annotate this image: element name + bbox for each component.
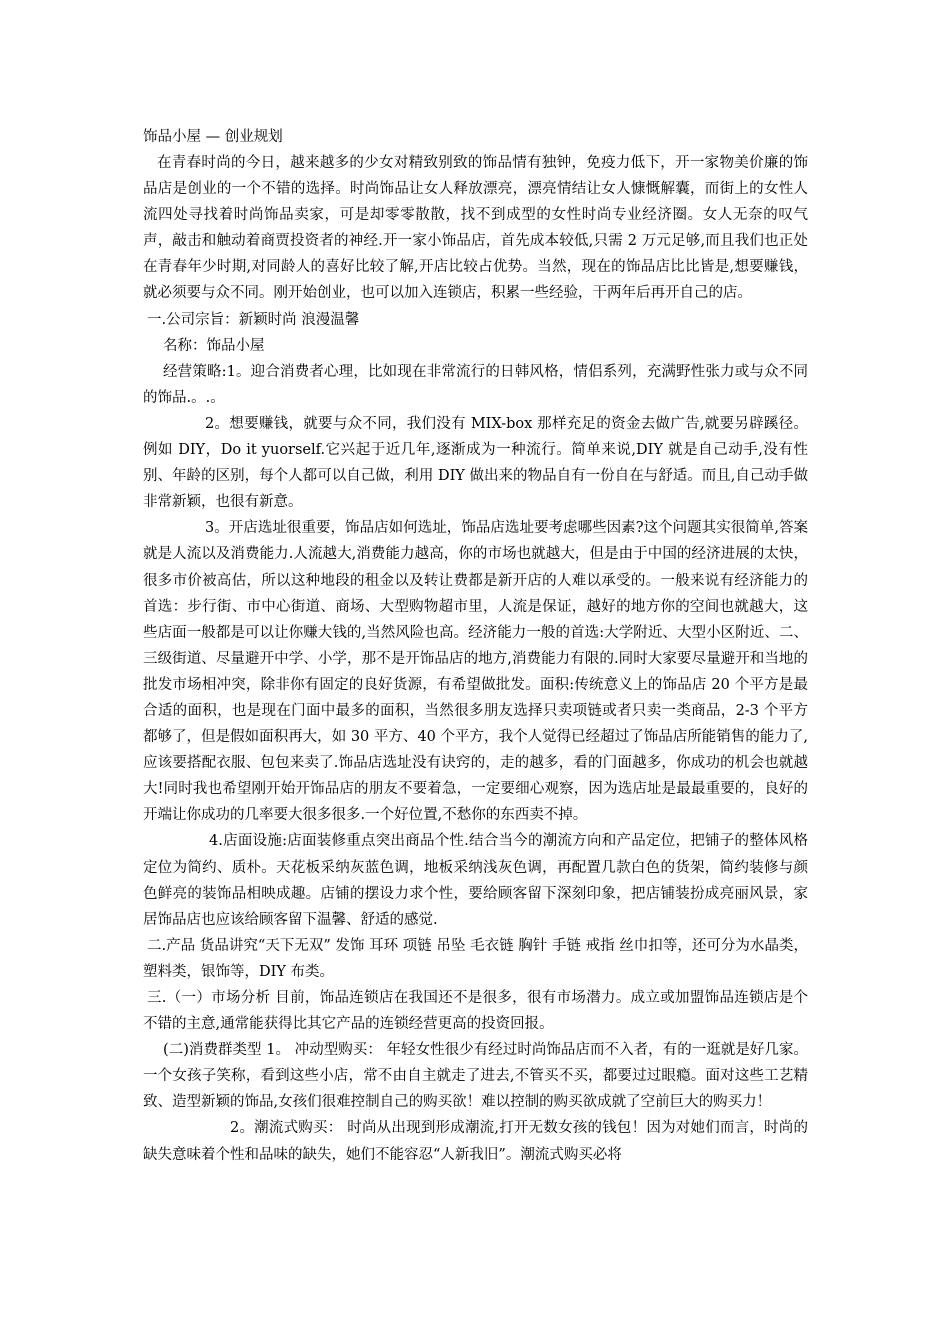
strategy-2-paragraph: 2。想要赚钱，就要与众不同，我们没有 MIX-box 那样充足的资金去做广告,就要另辟蹊径。例如 DIY，Do it yuorself.它兴起于近几年,逐渐成为一种流行。简单来说,DIY 就是自己动手,没有性别、年龄的区别，每个人都可以自己做，利用 DIY 做出来的物品自有一份自在与舒适。而且,自己动手做非常新颖，也很有新意。: [143, 415, 808, 511]
consumer-types-paragraph: (二)消费群类型 1。 冲动型购买： 年轻女性很少有经过时尚饰品店而不入者，有的一逛就是好几家。一个女孩子笑称，看到这些小店，常不由自主就走了进去,不管买不买，都要过过眼瘾。面对这些工艺精致、造型新颖的饰品,女孩们很难控制自己的购买欲！难以控制的购买欲成就了空前巨大的购买力！: [143, 1042, 808, 1111]
company-purpose-heading: 一.公司宗旨：新颖时尚 浪漫温馨: [147, 311, 360, 328]
strategy-4-facilities-paragraph: 4.店面设施:店面装修重点突出商品个性.结合当今的潮流方向和产品定位，把铺子的整体风格定位为简约、质朴。天花板采纳灰蓝色调，地板采纳浅灰色调，再配置几款白色的货架，简约装修与颜色鲜亮的装饰品相映成趣。店铺的摆设力求个性，要给顾客留下深刻印象，把店铺装扮成亮丽风景，家居饰品店也应该给顾客留下温馨、舒适的感觉.: [143, 833, 808, 928]
trend-purchase-paragraph: 2。潮流式购买： 时尚从出现到形成潮流,打开无数女孩的钱包！因为对她们而言，时尚的缺失意味着个性和品味的缺失，她们不能容忍“人新我旧”。潮流式购买必将: [143, 1120, 808, 1163]
strategy-1-paragraph: 经营策略:1。迎合消费者心理，比如现在非常流行的日韩风格，情侣系列，充满野性张力或与众不同的饰品.。.。: [143, 363, 808, 406]
products-paragraph: 二.产品 货品讲究“天下无双” 发饰 耳环 项链 吊坠 毛衣链 胸针 手链 戒指 丝巾扣等，还可分为水晶类，塑料类，银饰等，DIY 布类。: [143, 937, 808, 980]
document-title: 饰品小屋 — 创业规划: [143, 129, 283, 145]
market-analysis-paragraph: 三.（一）市场分析 目前，饰品连锁店在我国还不是很多，很有市场潜力。成立或加盟饰品连锁店是个不错的主意,通常能获得比其它产品的连锁经营更高的投资回报。: [143, 990, 808, 1033]
intro-paragraph: 在青春时尚的今日，越来越多的少女对精致别致的饰品情有独钟，免疫力低下，开一家物美价廉的饰品店是创业的一个不错的选择。时尚饰品让女人释放漂亮，漂亮情结让女人慷慨解囊，而街上的女性人流四处寻找着时尚饰品卖家，可是却零零散散，找不到成型的女性时尚专业经济圈。女人无奈的叹气声，敲击和触动着商贾投资者的神经.开一家小饰品店，首先成本较低,只需 2 万元足够,而且我们也正处在青春年少时期,对同龄人的喜好比较了解,开店比较占优势。当然，现在的饰品店比比皆是,想要赚钱，就必须要与众不同。刚开始创业，也可以加入连锁店，积累一些经验，干两年后再开自己的店。: [143, 155, 808, 302]
document-body: [143, 124, 808, 1168]
strategy-3-location-paragraph: 3。开店选址很重要，饰品店如何选址，饰品店选址要考虑哪些因素?这个问题其实很简单,答案就是人流以及消费能力.人流越大,消费能力越高，你的市场也就越大，但是由于中国的经济进展的太快，很多市价被高估，所以这种地段的租金以及转让费都是新开店的人难以承受的。一般来说有经济能力的首选：步行街、市中心街道、商场、大型购物超市里，人流是保证，越好的地方你的空间也就越大，这些店面一般都是可以让你赚大钱的,当然风险也高。经济能力一般的首选:大学附近、大型小区附近、二、三级街道、尽量避开中学、小学，那不是开饰品店的地方,消费能力有限的.同时大家要尽量避开和当地的批发市场相冲突，除非你有固定的良好货源，有希望做批发。面积:传统意义上的饰品店 20 个平方是最合适的面积，也是现在门面中最多的面积，当然很多朋友选择只卖项链或者只卖一类商品，2-3 个平方都够了，但是假如面积再大，如 30 平方、40 个平方，我个人觉得已经超过了饰品店所能销售的能力了,应该要搭配衣服、包包来卖了.饰品店选址没有诀窍的，走的越多，看的门面越多，你成功的机会也就越大!同时我也希望刚开始开饰品店的朋友不要着急，一定要细心观察，因为选店址是最最重要的，良好的开端让你成功的几率要大很多很多.一个好位置,不愁你的东西卖不掉。: [143, 520, 808, 824]
shop-name-line: 名称：饰品小屋: [163, 337, 265, 354]
